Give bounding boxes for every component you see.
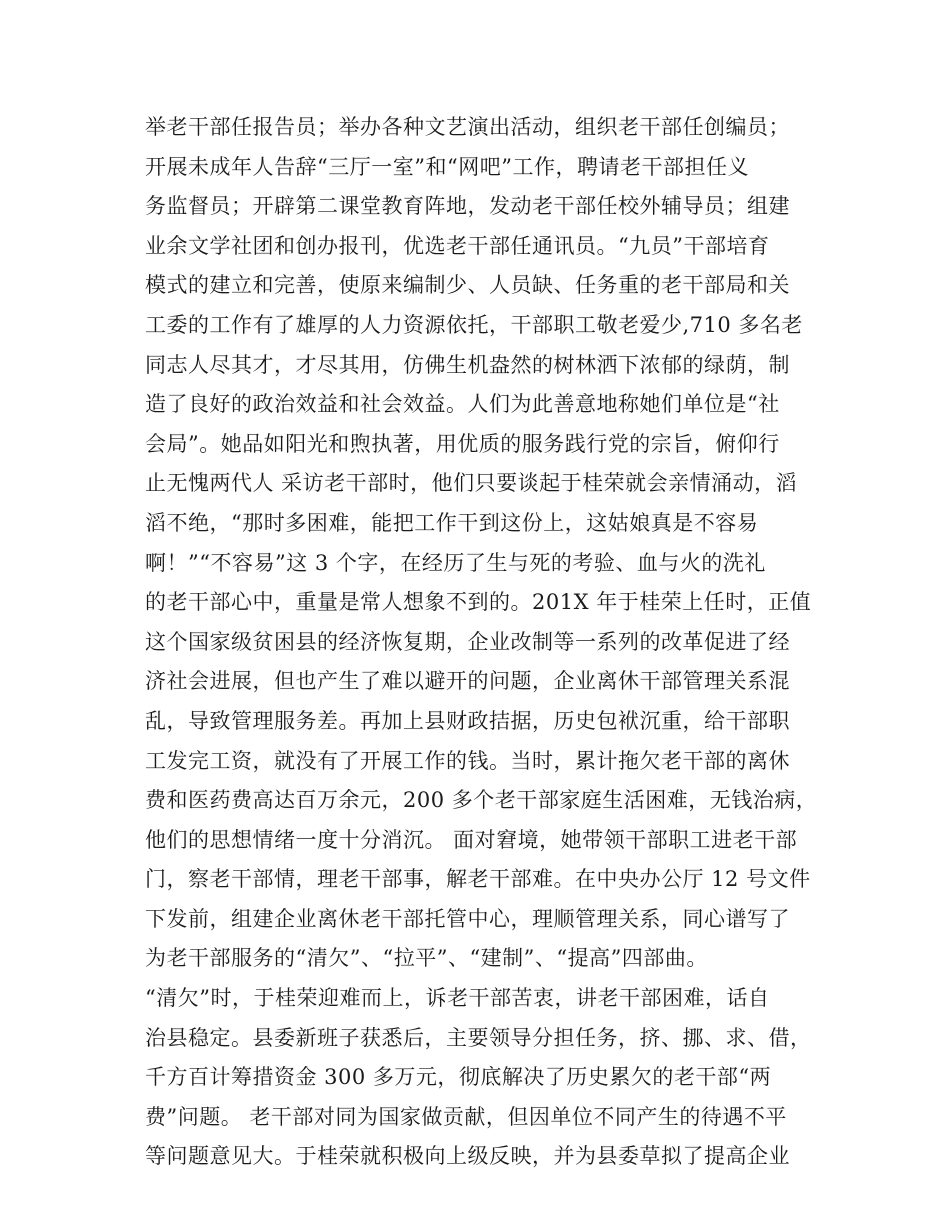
- text-line: 模式的建立和完善，使原来编制少、人员缺、任务重的老干部局和关: [145, 273, 790, 298]
- text-line: 同志人尽其才，才尽其用，仿佛生机盎然的树林洒下浓郁的绿荫，制: [145, 352, 790, 377]
- text-line: “清欠”时，于桂荣迎难而上，诉老干部苦衷，讲老干部困难，话自: [145, 986, 770, 1011]
- text-line: 啊！”“不容易”这 3 个字，在经历了生与死的考验、血与火的洗礼: [145, 550, 766, 575]
- text-line: 业余文学社团和创办报刊，优选老干部任通讯员。“九员”干部培育: [145, 233, 770, 258]
- text-line: 费”问题。 老干部对同为国家做贡献，但因单位不同产生的待遇不平: [145, 1104, 787, 1129]
- text-line: 千方百计筹措资金 300 多万元，彻底解决了历史累欠的老干部“两: [145, 1065, 772, 1090]
- text-line: 这个国家级贫困县的经济恢复期，企业改制等一系列的改革促进了经: [145, 629, 790, 654]
- text-line: 济社会进展，但也产生了难以避开的问题，企业离休干部管理关系混: [145, 669, 790, 694]
- text-line: 为老干部服务的“清欠”、“拉平”、“建制”、“提高”四部曲。: [145, 946, 708, 971]
- text-line: 开展未成年人告辞“三厅一室”和“网吧”工作，聘请老干部担任义: [145, 154, 749, 179]
- text-line: 等问题意见大。于桂荣就积极向上级反映，并为县委草拟了提高企业: [145, 1144, 790, 1169]
- text-line: 门，察老干部情，理老干部事，解老干部难。在中央办公厅 12 号文件: [145, 867, 811, 892]
- text-line: 滔不绝，“那时多困难，能把工作干到这份上，这姑娘真是不容易: [145, 510, 759, 535]
- text-line: 会局”。她品如阳光和煦执著，用优质的服务践行党的宗旨，俯仰行: [145, 431, 780, 456]
- text-line: 举老干部任报告员；举办各种文艺演出活动，组织老干部任创编员；: [145, 115, 790, 139]
- text-line: 乱，导致管理服务差。再加上县财政拮据，历史包袱沉重，给干部职: [145, 708, 790, 733]
- text-line: 的老干部心中，重量是常人想象不到的。201X 年于桂荣上任时，正值: [145, 590, 812, 615]
- text-line: 止无愧两代人 采访老干部时，他们只要谈起于桂荣就会亲情涌动，滔: [145, 471, 798, 496]
- text-line: 他们的思想情绪一度十分消沉。 面对窘境，她带领干部职工进老干部: [145, 827, 798, 852]
- text-line: 下发前，组建企业离休老干部托管中心，理顺管理关系，同心谱写了: [145, 906, 790, 931]
- text-line: 工发完工资，就没有了开展工作的钱。当时，累计拖欠老干部的离休: [145, 748, 790, 773]
- text-line: 务监督员；开辟第二课堂教育阵地，发动老干部任校外辅导员；组建: [145, 194, 790, 219]
- text-line: 治县稳定。县委新班子获悉后，主要领导分担任务，挤、挪、求、借，: [145, 1025, 812, 1050]
- text-line: 造了良好的政治效益和社会效益。人们为此善意地称她们单位是“社: [145, 392, 780, 417]
- text-line: 工委的工作有了雄厚的人力资源依托，干部职工敬老爱少,710 多名老: [145, 312, 803, 337]
- text-line: 费和医药费高达百万余元，200 多个老干部家庭生活困难，无钱治病，: [145, 788, 818, 813]
- body-text: [145, 108, 825, 1177]
